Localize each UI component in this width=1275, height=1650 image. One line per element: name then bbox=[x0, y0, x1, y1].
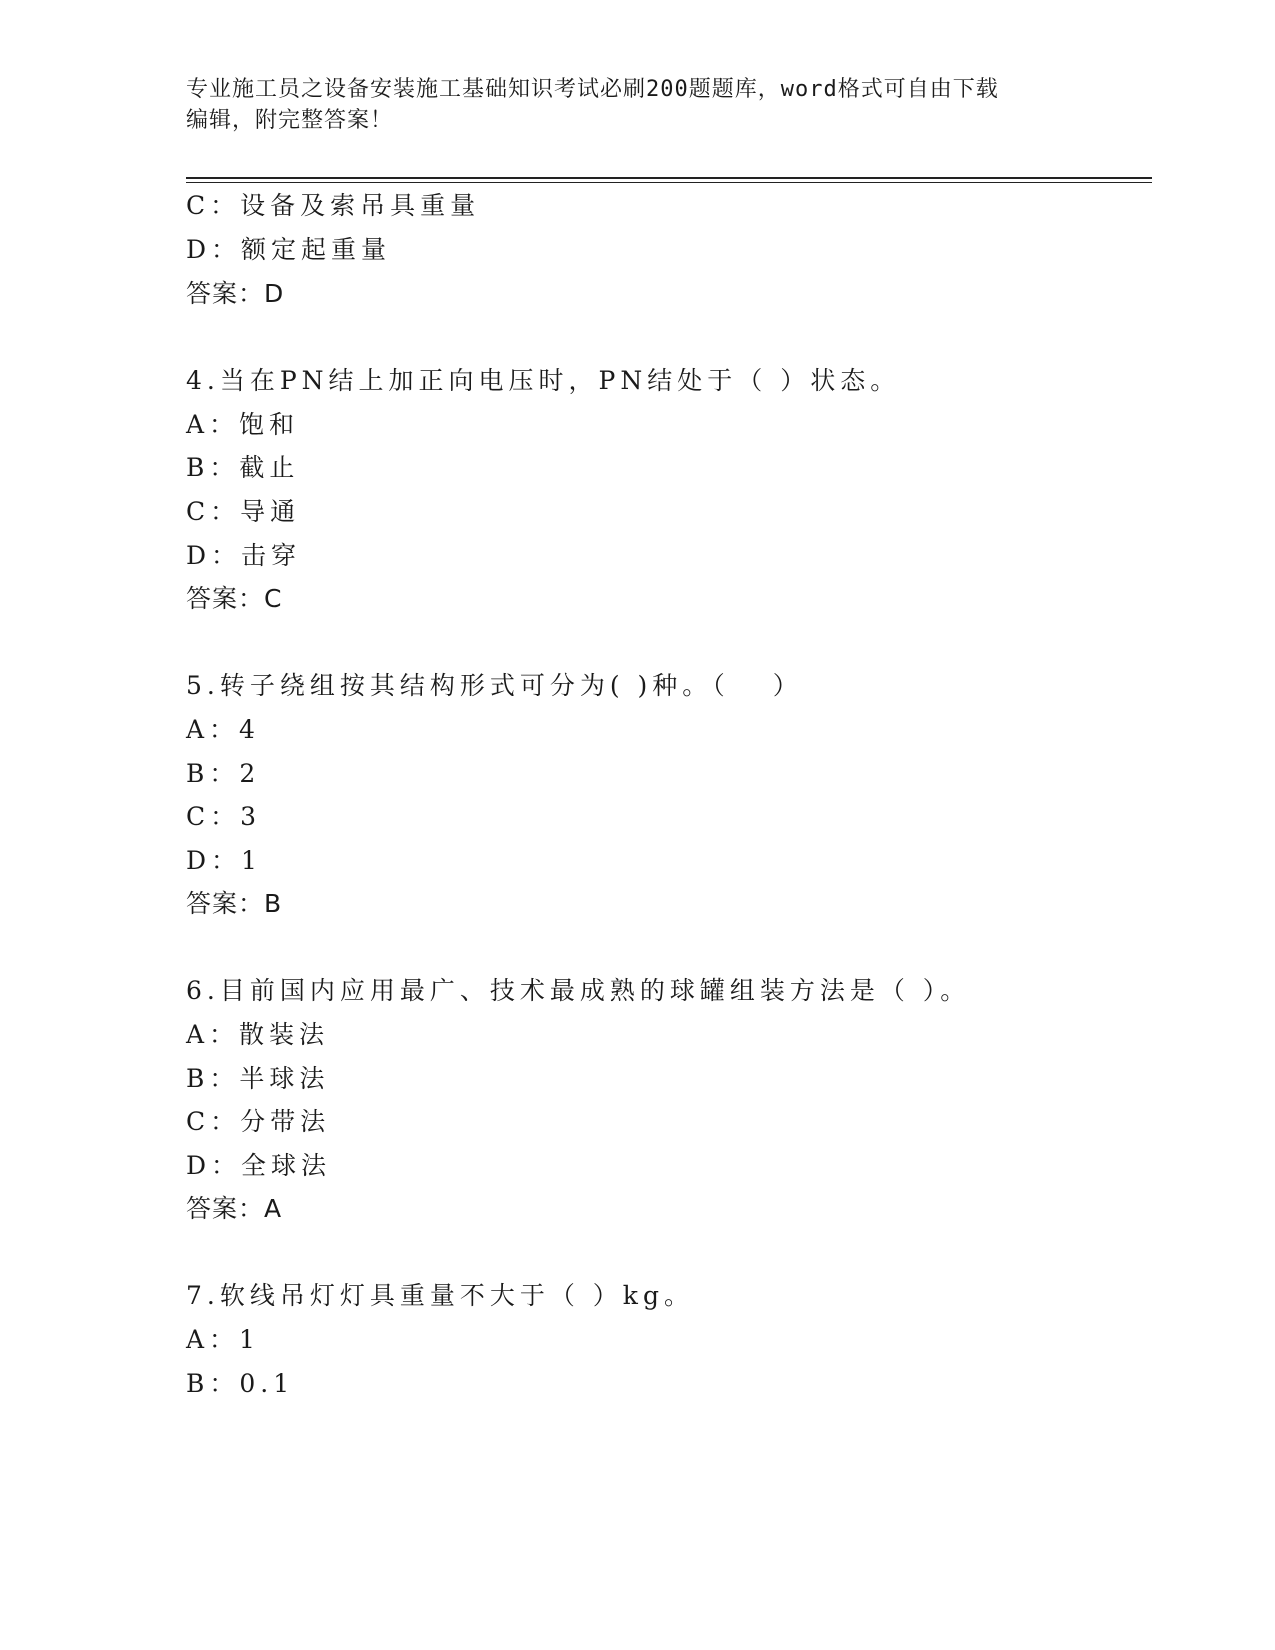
question-stem: 6.目前国内应用最广、技术最成熟的球罐组装方法是（ ）。 bbox=[186, 976, 971, 1005]
option-c: C：导通 bbox=[186, 497, 301, 526]
option-a: A：1 bbox=[186, 1325, 260, 1354]
option-d: D：1 bbox=[186, 846, 262, 875]
option-d: D：额定起重量 bbox=[186, 235, 392, 264]
option-b: B：2 bbox=[186, 759, 261, 788]
option-c: C：3 bbox=[186, 802, 262, 831]
option-d: D：全球法 bbox=[186, 1151, 332, 1180]
answer-label: 答案：B bbox=[186, 889, 283, 918]
document-header bbox=[186, 74, 1086, 136]
option-d: D：击穿 bbox=[186, 541, 302, 570]
question-stem: 7.软线吊灯灯具重量不大于（ ）kg。 bbox=[186, 1281, 694, 1310]
option-a: A：饱和 bbox=[186, 410, 300, 439]
option-c: C：分带法 bbox=[186, 1107, 331, 1136]
option-b: B：0.1 bbox=[186, 1369, 295, 1398]
option-b: B：截止 bbox=[186, 453, 300, 482]
answer-label: 答案：C bbox=[186, 584, 283, 613]
header-title-line-2: 编辑，附完整答案！ bbox=[186, 108, 394, 133]
option-a: A：4 bbox=[186, 715, 260, 744]
header-divider-thin bbox=[186, 182, 1152, 183]
question-stem: 4.当在PN结上加正向电压时，PN结处于（ ）状态。 bbox=[186, 366, 901, 395]
question-stem: 5.转子绕组按其结构形式可分为( )种。（ ） bbox=[186, 671, 803, 700]
option-c: C：设备及索吊具重量 bbox=[186, 191, 481, 220]
header-divider-thick bbox=[186, 177, 1152, 179]
header-title-line-1: 专业施工员之设备安装施工基础知识考试必刷200题题库，word格式可自由下载 bbox=[186, 77, 999, 102]
option-b: B：半球法 bbox=[186, 1064, 330, 1093]
answer-label: 答案：A bbox=[186, 1194, 283, 1223]
option-a: A：散装法 bbox=[186, 1020, 330, 1049]
answer-label: 答案：D bbox=[186, 279, 285, 308]
